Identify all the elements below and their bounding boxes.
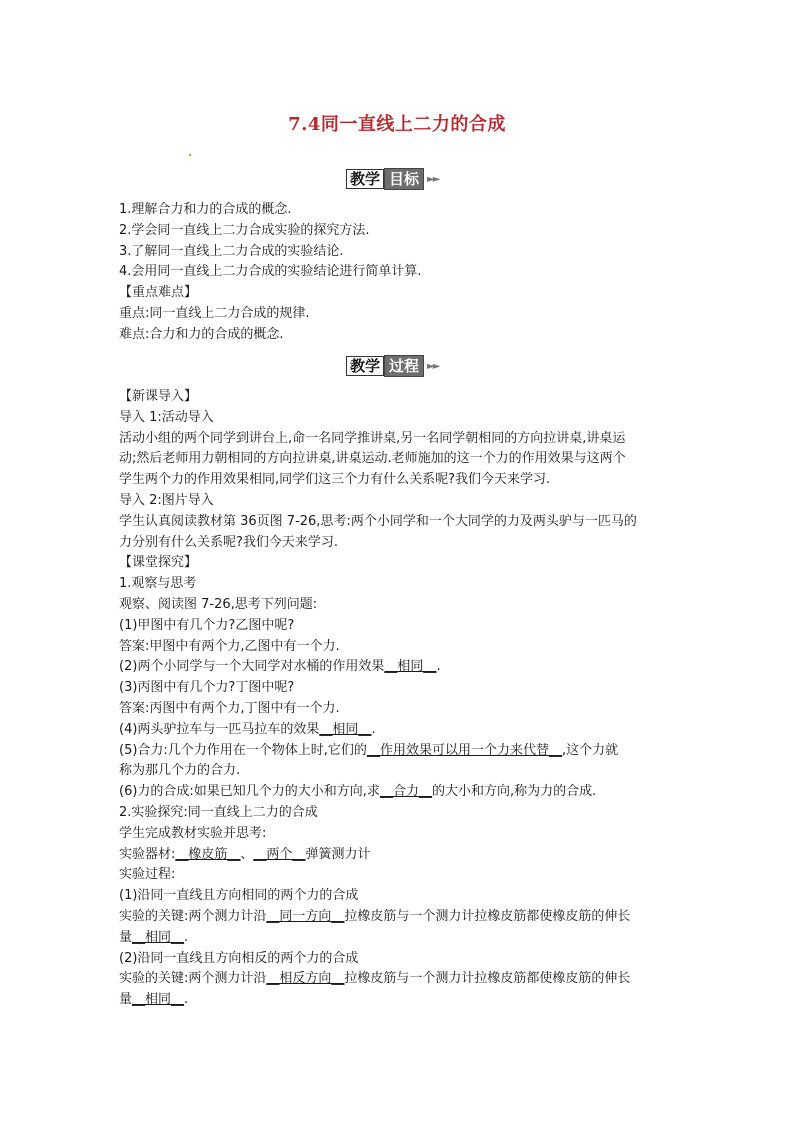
- text-line: 实验过程:: [119, 867, 176, 883]
- fill-blank: __合力__: [379, 784, 432, 800]
- key-point-line: 重点:同一直线上二力合成的规律.: [119, 305, 310, 321]
- badge-teaching-goals: [346, 168, 438, 190]
- text-line: (6)力的合成:如果已知几个力的大小和方向,求__合力__的大小和方向,称为力的合成.: [119, 784, 597, 800]
- double-arrow-icon: ►►: [427, 360, 439, 372]
- fill-blank: __相同__: [384, 659, 437, 675]
- text-line: 答案:甲图中有两个力,乙图中有一个力.: [119, 638, 340, 654]
- text-line: (2)两个小同学与一个大同学对水桶的作用效果__相同__.: [119, 659, 441, 675]
- fill-blank: __相同__: [319, 721, 372, 737]
- heading-key-points: 【重点难点】: [119, 285, 198, 301]
- fill-blank: __相同__: [132, 992, 185, 1008]
- fill-blank: __相同__: [132, 929, 185, 945]
- heading-new-lesson: 【新课导入】: [119, 389, 198, 404]
- text-line: 实验的关键:两个测力计沿__相反方向__拉橡皮筋与一个测力计拉橡皮筋都使橡皮筋的伸长: [119, 971, 631, 987]
- text-line: 学生认真阅读教材第 36页图 7-26,思考:两个小同学和一个大同学的力及两头驴与一匹马的: [119, 513, 637, 529]
- goal-line: 1.理解合力和力的合成的概念.: [119, 202, 292, 217]
- text-line: (2)沿同一直线且方向相反的两个力的合成: [119, 950, 359, 966]
- badge-right-text: 过程: [384, 355, 424, 377]
- goals-section: [119, 200, 679, 346]
- text-line: 动;然后老师用力朝相同的方向拉讲桌,讲桌运动.老师施加的这一个力的作用效果与这两个: [119, 451, 626, 467]
- text-line: (3)丙图中有几个力?丁图中呢?: [119, 680, 295, 696]
- text-line: 实验的关键:两个测力计沿__同一方向__拉橡皮筋与一个测力计拉橡皮筋都使橡皮筋的伸长: [119, 908, 631, 924]
- text-line: 学生完成教材实验并思考:: [119, 825, 267, 841]
- fill-blank: __同一方向__: [266, 908, 345, 924]
- goal-line: 2.学会同一直线上二力合成实验的探究方法.: [119, 222, 370, 238]
- difficult-point-line: 难点:合力和力的合成的概念.: [119, 326, 284, 342]
- goal-line: 3.了解同一直线上二力合成的实验结论.: [119, 243, 344, 259]
- badge-left-text: 教学: [346, 169, 384, 189]
- badge-left-text: 教学: [346, 356, 384, 376]
- badge-teaching-process: [346, 355, 438, 377]
- text-line: 力分别有什么关系呢?我们今天来学习.: [119, 534, 339, 550]
- double-arrow-icon: ►►: [427, 173, 439, 185]
- fill-blank: __相反方向__: [266, 971, 345, 987]
- text-line: 答案:丙图中有两个力,丁图中有一个力.: [119, 700, 340, 716]
- text-line: 量__相同__.: [119, 992, 189, 1008]
- fill-blank: __两个__: [253, 846, 306, 862]
- goal-line: 4.会用同一直线上二力合成的实验结论进行简单计算.: [119, 264, 422, 280]
- text-line: 活动小组的两个同学到讲台上,命一名同学推讲桌,另一名同学朝相同的方向拉讲桌,讲桌运: [119, 430, 626, 446]
- text-line: 观察、阅读图 7-26,思考下列问题:: [119, 596, 318, 612]
- page-title: 7.4同一直线上二力的合成: [288, 114, 506, 135]
- badge-right-text: 目标: [384, 168, 424, 190]
- text-line: (1)沿同一直线且方向相同的两个力的合成: [119, 888, 359, 904]
- text-line: 导入 1:活动导入: [119, 409, 214, 425]
- fill-blank: __作用效果可以用一个力来代替__: [366, 742, 562, 758]
- process-section: [119, 387, 679, 1011]
- text-line: 称为那几个力的合力.: [119, 763, 241, 779]
- text-line: 实验器材:__橡皮筋__、__两个__弹簧测力计: [119, 846, 371, 862]
- heading-class-inquiry: 【课堂探究】: [119, 555, 198, 571]
- decorative-dot: [189, 154, 191, 156]
- fill-blank: __橡皮筋__: [175, 846, 241, 862]
- text-line: 学生两个力的作用效果相同,同学们这三个力有什么关系呢?我们今天来学习.: [119, 472, 551, 488]
- text-line: 2.实验探究:同一直线上二力的合成: [119, 804, 318, 820]
- text-line: 1.观察与思考: [119, 576, 197, 592]
- text-line: 导入 2:图片导入: [119, 492, 214, 508]
- text-line: 量__相同__.: [119, 929, 189, 945]
- text-line: (5)合力:几个力作用在一个物体上时,它们的__作用效果可以用一个力来代替__,这个力就: [119, 742, 619, 758]
- text-line: (4)两头驴拉车与一匹马拉车的效果__相同__.: [119, 721, 376, 737]
- text-line: (1)甲图中有几个力?乙图中呢?: [119, 617, 295, 633]
